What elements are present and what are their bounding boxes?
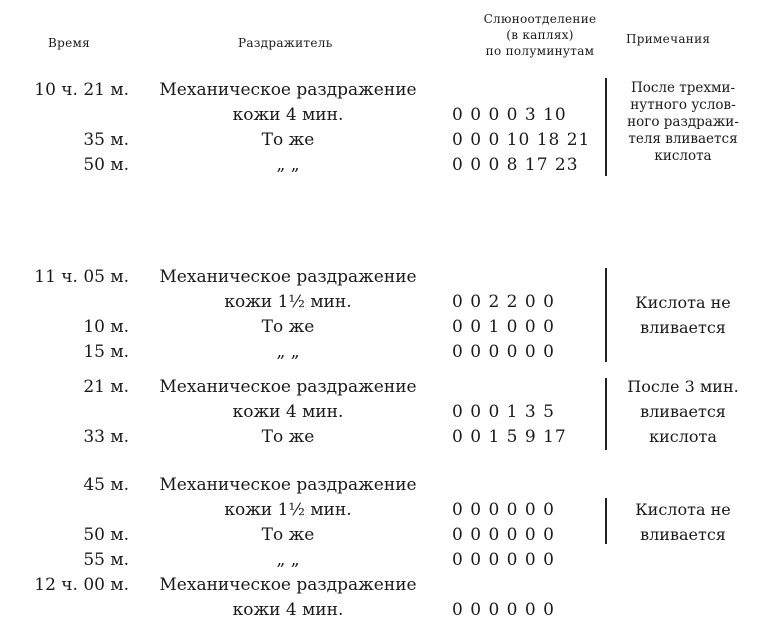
row-time: 35 м. bbox=[83, 130, 129, 150]
row-stimulus-cont: кожи 4 мин. bbox=[232, 105, 344, 125]
note-line: После трехми- bbox=[630, 80, 736, 96]
header-salivation-line3: по полуминутам bbox=[485, 44, 595, 58]
note-line: ного раздражи- bbox=[627, 114, 739, 130]
row-stimulus: Механическое раздражение bbox=[159, 377, 417, 397]
note-line: вливается bbox=[640, 525, 726, 544]
brace bbox=[605, 498, 613, 544]
header-salivation-line2: (в каплях) bbox=[506, 28, 574, 42]
brace bbox=[605, 378, 613, 450]
row-stimulus-cont: кожи 4 мин. bbox=[232, 600, 344, 620]
header-time: Время bbox=[48, 36, 91, 50]
note-line: Кислота не bbox=[635, 293, 731, 312]
row-salivation: 0 0 0 0 0 0 bbox=[452, 500, 555, 520]
row-time: 21 м. bbox=[83, 377, 129, 397]
note-line: кислота bbox=[654, 148, 712, 164]
note-line: После 3 мин. bbox=[627, 377, 739, 396]
row-salivation: 0 0 0 0 0 0 bbox=[452, 550, 555, 570]
row-time: 33 м. bbox=[83, 427, 129, 447]
brace bbox=[605, 268, 613, 362]
note-2 bbox=[618, 290, 748, 340]
row-salivation: 0 0 0 0 3 10 bbox=[452, 105, 567, 125]
row-stimulus: „ „ bbox=[276, 155, 300, 175]
row-time: 50 м. bbox=[83, 525, 129, 545]
row-stimulus: Механическое раздражение bbox=[159, 80, 417, 100]
row-stimulus: То же bbox=[261, 317, 315, 337]
note-line: Кислота не bbox=[635, 500, 731, 519]
header-notes: Примечания bbox=[626, 32, 711, 46]
row-stimulus: „ „ bbox=[276, 342, 300, 362]
note-line: нутного услов- bbox=[630, 97, 736, 113]
row-stimulus: То же bbox=[261, 427, 315, 447]
row-stimulus-cont: кожи 1½ мин. bbox=[224, 292, 352, 312]
row-salivation: 0 0 0 0 0 0 bbox=[452, 525, 555, 545]
row-stimulus-cont: кожи 4 мин. bbox=[232, 402, 344, 422]
row-time: 11 ч. 05 м. bbox=[34, 267, 129, 287]
row-stimulus: Механическое раздражение bbox=[159, 575, 417, 595]
note-4 bbox=[618, 497, 748, 547]
note-line: вливается bbox=[640, 402, 726, 421]
row-salivation: 0 0 1 5 9 17 bbox=[452, 427, 567, 447]
row-time: 50 м. bbox=[83, 155, 129, 175]
row-stimulus: „ „ bbox=[276, 550, 300, 570]
row-time: 15 м. bbox=[83, 342, 129, 362]
header-stimulus: Раздражитель bbox=[238, 36, 333, 50]
note-line: вливается bbox=[640, 318, 726, 337]
row-stimulus: То же bbox=[261, 130, 315, 150]
row-time: 10 м. bbox=[83, 317, 129, 337]
row-salivation: 0 0 2 2 0 0 bbox=[452, 292, 555, 312]
note-line: теля вливается bbox=[628, 131, 738, 147]
row-stimulus: Механическое раздражение bbox=[159, 475, 417, 495]
row-time: 55 м. bbox=[83, 550, 129, 570]
row-time: 12 ч. 00 м. bbox=[34, 575, 129, 595]
row-salivation: 0 0 1 0 0 0 bbox=[452, 317, 555, 337]
row-salivation: 0 0 0 0 0 0 bbox=[452, 600, 555, 620]
row-salivation: 0 0 0 0 0 0 bbox=[452, 342, 555, 362]
note-3 bbox=[618, 374, 748, 449]
note-1 bbox=[618, 80, 748, 165]
row-stimulus-cont: кожи 1½ мин. bbox=[224, 500, 352, 520]
row-stimulus: Механическое раздражение bbox=[159, 267, 417, 287]
header-salivation-line1: Слюноотделение bbox=[483, 12, 597, 26]
row-time: 45 м. bbox=[83, 475, 129, 495]
note-line: кислота bbox=[649, 427, 717, 446]
row-salivation: 0 0 0 8 17 23 bbox=[452, 155, 579, 175]
header-salivation bbox=[470, 12, 610, 58]
row-stimulus: То же bbox=[261, 525, 315, 545]
row-salivation: 0 0 0 10 18 21 bbox=[452, 130, 591, 150]
row-salivation: 0 0 0 1 3 5 bbox=[452, 402, 555, 422]
brace bbox=[605, 78, 613, 176]
row-time: 10 ч. 21 м. bbox=[34, 80, 129, 100]
